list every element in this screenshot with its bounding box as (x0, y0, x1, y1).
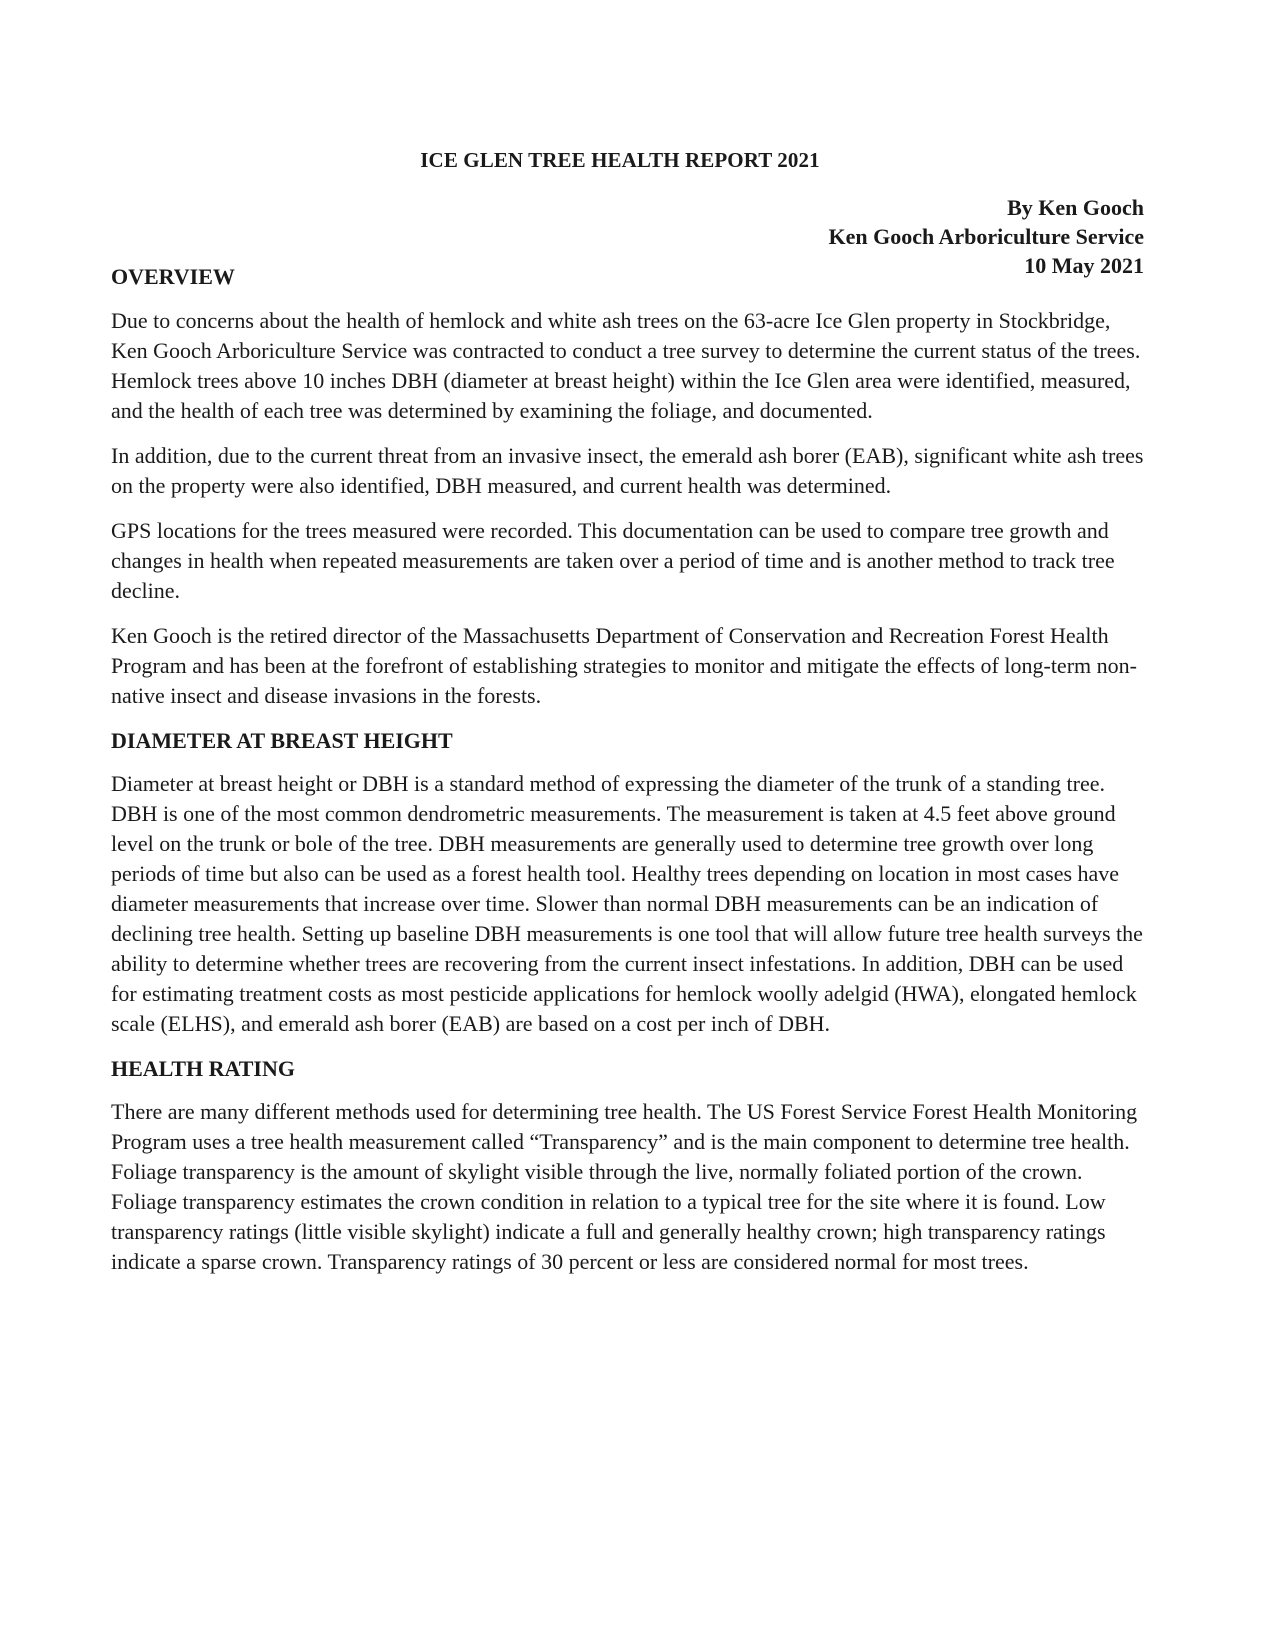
overview-paragraph-3: GPS locations for the trees measured were recorded. This documentation can be used to compare tree growth and changes in health when repeated measurements are taken over a period of time and is another method to track tree decline. (111, 518, 1115, 603)
heading-health-rating: HEALTH RATING (111, 1056, 295, 1081)
byline-date: 10 May 2021 (1024, 253, 1144, 278)
document-title: ICE GLEN TREE HEALTH REPORT 2021 (420, 148, 820, 172)
dbh-paragraph-1: Diameter at breast height or DBH is a standard method of expressing the diameter of the trunk of a standing tree. DBH is one of the most common dendrometric measurements. The measurement is taken at 4.5 feet above ground level on the trunk or bole of the tree. DBH measurements are generally used to determine tree growth over long periods of time but also can be used as a forest health tool. Healthy trees depending on location in most cases have diameter measurements that increase over time. Slower than normal DBH measurements can be an indication of declining tree health. Setting up baseline DBH measurements is one tool that will allow future tree health surveys the ability to determine whether trees are recovering from the current insect infestations. In addition, DBH can be used for estimating treatment costs as most pesticide applications for hemlock woolly adelgid (HWA), elongated hemlock scale (ELHS), and emerald ash borer (EAB) are based on a cost per inch of DBH. (111, 771, 1143, 1036)
byline-organization: Ken Gooch Arboriculture Service (828, 224, 1144, 249)
byline-author: By Ken Gooch (1007, 195, 1144, 220)
overview-paragraph-2: In addition, due to the current threat from an invasive insect, the emerald ash borer (EAB), significant white ash trees on the property were also identified, DBH measured, and current health was determined. (111, 443, 1144, 498)
overview-paragraph-4: Ken Gooch is the retired director of the Massachusetts Department of Conservation and Recreation Forest Health Program and has been at the forefront of establishing strategies to monitor and mitigate the effects of long-term non-native insect and disease invasions in the forests. (111, 623, 1137, 708)
overview-paragraph-1: Due to concerns about the health of hemlock and white ash trees on the 63-acre Ice Glen property in Stockbridge, Ken Gooch Arboriculture Service was contracted to conduct a tree survey to determine the current status of the trees. Hemlock trees above 10 inches DBH (diameter at breast height) within the Ice Glen area were identified, measured, and the health of each tree was determined by examining the foliage, and documented. (111, 308, 1141, 423)
document-page (111, 148, 1149, 1292)
heading-overview: OVERVIEW (111, 264, 235, 289)
health-paragraph-1: There are many different methods used for determining tree health. The US Forest Service Forest Health Monitoring Program uses a tree health measurement called “Transparency” and is the main component to determine tree health. Foliage transparency is the amount of skylight visible through the live, normally foliated portion of the crown. Foliage transparency estimates the crown condition in relation to a typical tree for the site where it is found. Low transparency ratings (little visible skylight) indicate a full and generally healthy crown; high transparency ratings indicate a sparse crown. Transparency ratings of 30 percent or less are considered normal for most trees. (111, 1099, 1138, 1274)
heading-dbh: DIAMETER AT BREAST HEIGHT (111, 728, 453, 753)
